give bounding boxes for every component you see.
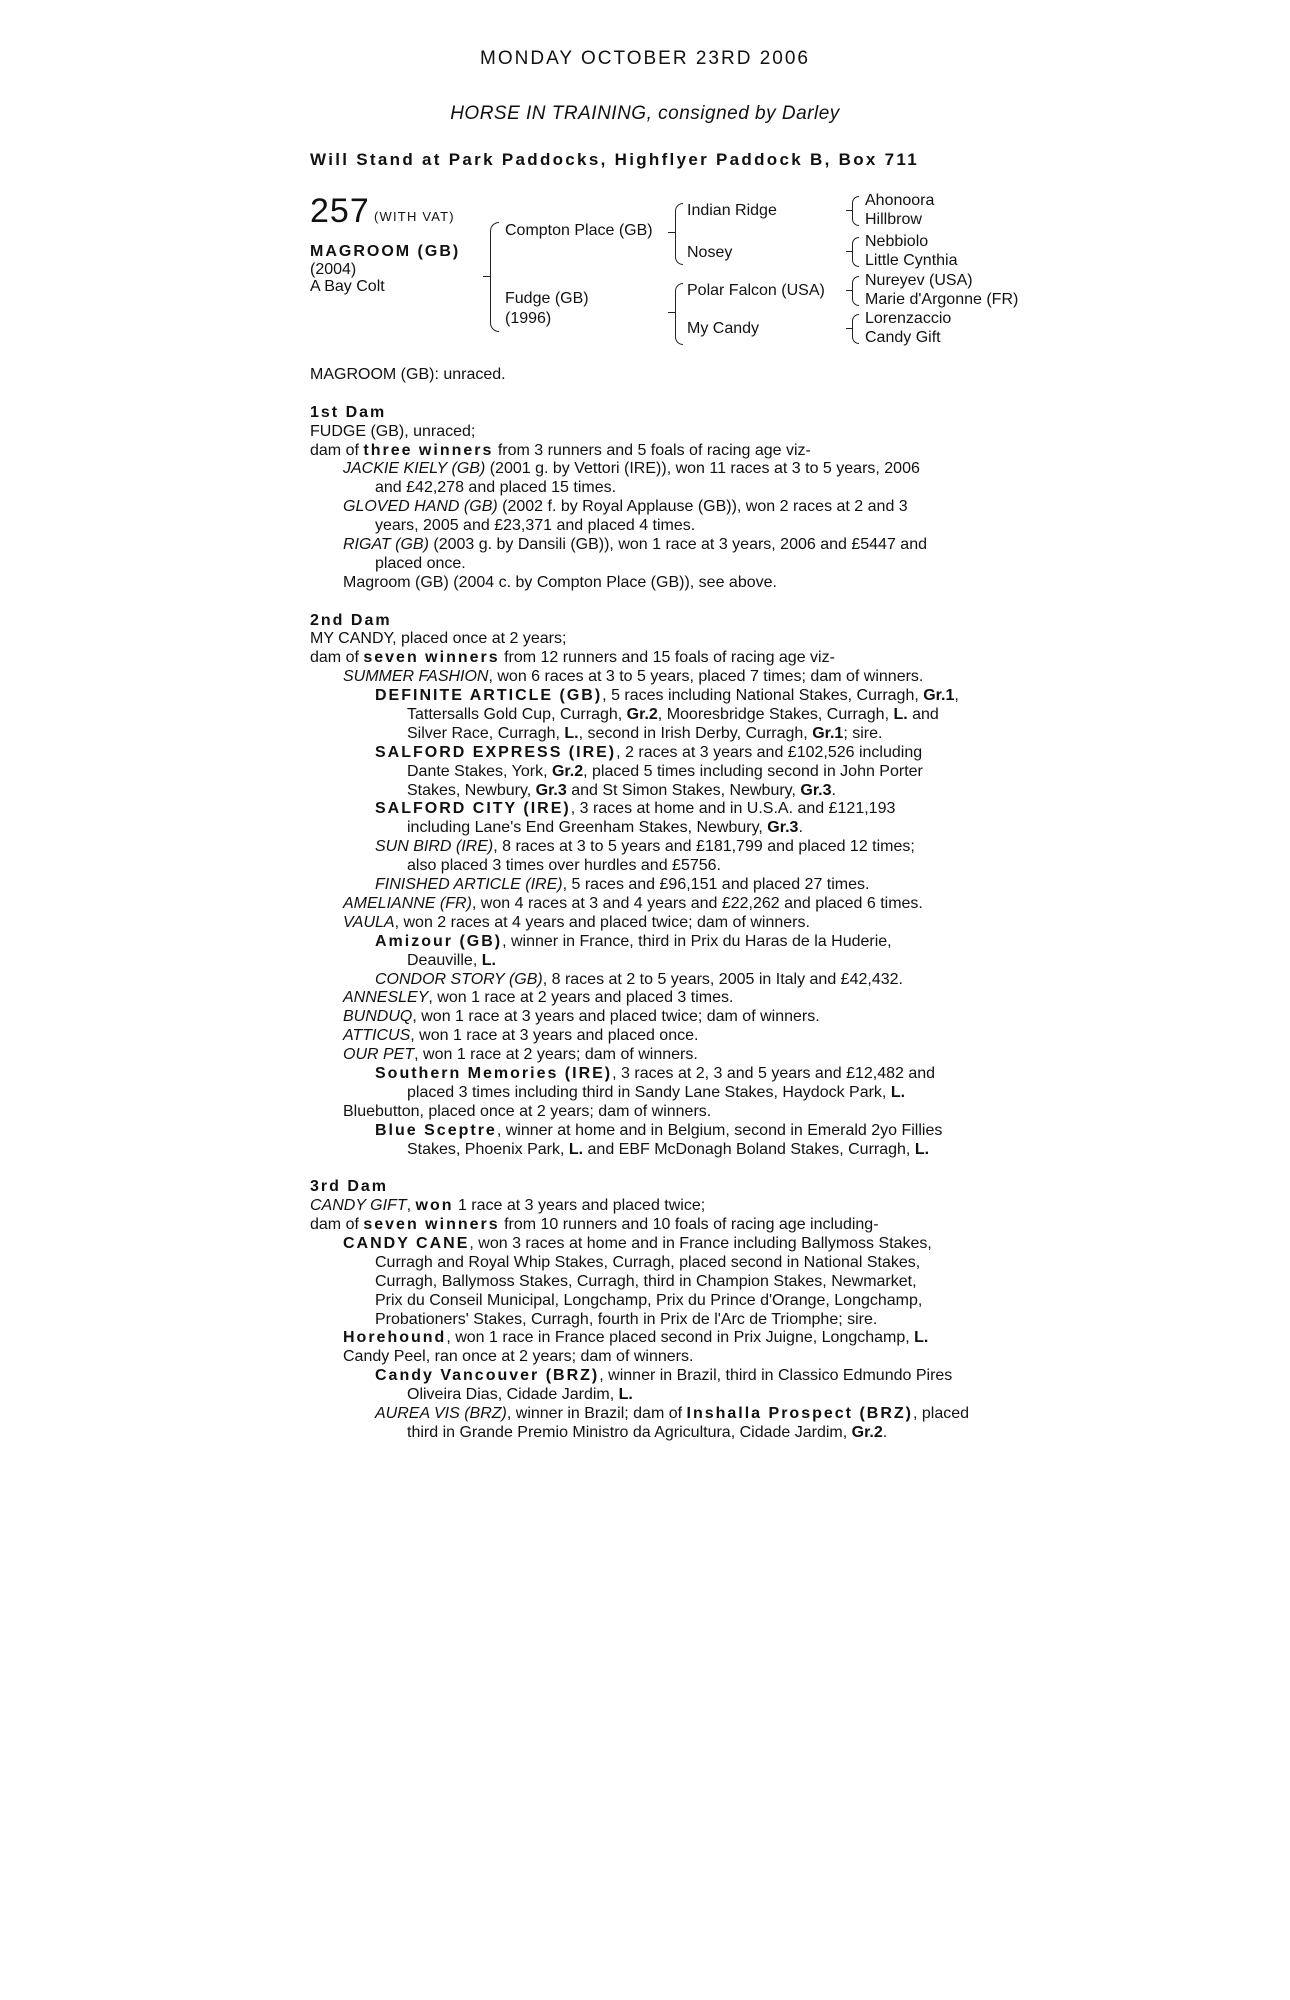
text-run: Silver Race, Curragh, (407, 724, 565, 742)
text-run: SUN BIRD (IRE) (375, 838, 494, 856)
pedigree-g5: Nureyev (USA) (865, 272, 973, 289)
progeny-line (310, 536, 990, 555)
progeny-line (310, 1084, 990, 1103)
text-run: Candy Peel, ran once at 2 years; dam of winners. (343, 1348, 694, 1366)
pedigree-brace-point (846, 328, 853, 329)
progeny-line (310, 1273, 990, 1292)
text-run: , won 3 races at home and in France including Ballymoss Stakes, (469, 1234, 932, 1252)
text-run: , 3 races at 2, 3 and 5 years and £12,482 and (612, 1064, 936, 1082)
progeny-line (310, 819, 990, 838)
text-run: , won 1 race at 3 years and placed once. (410, 1027, 699, 1045)
text-run: CONDOR STORY (GB) (375, 970, 543, 988)
pedigree-brace-point (668, 232, 675, 233)
text-run: Stakes, Phoenix Park, (407, 1140, 569, 1158)
text-run: won (415, 1197, 454, 1215)
pedigree-dam-dam: My Candy (687, 320, 760, 337)
progeny-line (310, 1027, 990, 1046)
text-run: Curragh and Royal Whip Stakes, Curragh, placed second in National Stakes, (375, 1253, 921, 1271)
section-gap (310, 385, 990, 404)
text-run: 1 race at 3 years and placed twice; (453, 1197, 706, 1215)
text-line (310, 1216, 990, 1235)
pedigree-brace-point (483, 276, 490, 277)
text-run: ANNESLEY (343, 989, 429, 1007)
pedigree-brace-point (846, 210, 853, 211)
text-run: , 5 races including National Stakes, Curragh, (602, 687, 924, 705)
progeny-line (310, 460, 990, 479)
progeny-line (310, 971, 990, 990)
text-run: FINISHED ARTICLE (IRE) (375, 876, 563, 894)
text-run: L. (893, 706, 908, 724)
pedigree-brace (675, 283, 683, 345)
text-run: from 12 runners and 15 foals of racing age viz- (499, 649, 835, 667)
text-run: SALFORD EXPRESS (IRE) (375, 743, 617, 761)
text-run: three winners (363, 441, 494, 459)
text-run: DEFINITE ARTICLE (GB) (375, 687, 603, 705)
vat-note: (WITH VAT) (374, 209, 455, 224)
text-run: Probationers' Stakes, Curragh, fourth in Prix de l'Arc de Triomphe; sire. (375, 1310, 878, 1328)
horse-description: A Bay Colt (310, 278, 385, 295)
progeny-line (310, 555, 990, 574)
text-run: SALFORD CITY (IRE) (375, 800, 571, 818)
progeny-line (310, 498, 990, 517)
progeny-line (310, 952, 990, 971)
text-run: MY CANDY, placed once at 2 years; (310, 630, 567, 648)
pedigree-dam: Fudge (GB) (505, 290, 589, 307)
progeny-line (310, 1386, 990, 1405)
progeny-line (310, 1046, 990, 1065)
text-run: Gr.3 (535, 781, 567, 799)
text-run: OUR PET (343, 1046, 415, 1064)
pedigree-g4: Little Cynthia (865, 252, 958, 269)
pedigree-brace (852, 237, 859, 267)
text-run: Curragh, Ballymoss Stakes, Curragh, third in Champion Stakes, Newmarket, (375, 1272, 917, 1290)
horse-year: (2004) (310, 261, 357, 278)
text-run: Amizour (GB) (375, 932, 503, 950)
text-run: . (882, 1423, 888, 1441)
text-run: , 3 races at home and in U.S.A. and £121,193 (570, 800, 896, 818)
text-run: AMELIANNE (FR) (343, 894, 472, 912)
progeny-line (310, 1141, 990, 1160)
text-run: RIGAT (GB) (343, 536, 429, 554)
text-run: including Lane's End Greenham Stakes, Newbury, (407, 819, 768, 837)
text-run: Stakes, Newbury, (407, 781, 536, 799)
text-run: , won 4 races at 3 and 4 years and £22,262 and placed 6 times. (471, 894, 923, 912)
text-run: (2001 g. by Vettori (IRE)), won 11 races at 3 to 5 years, 2006 (485, 460, 920, 478)
text-run: GLOVED HAND (GB) (343, 498, 498, 516)
text-run: AUREA VIS (BRZ) (375, 1404, 507, 1422)
text-run: from 3 runners and 5 foals of racing age viz- (493, 441, 811, 459)
text-run: (2002 f. by Royal Applause (GB)), won 2 races at 2 and 3 (497, 498, 908, 516)
text-run: . (798, 819, 803, 837)
text-run: MAGROOM (GB): unraced. (310, 366, 506, 383)
text-run: and St Simon Stakes, Newbury, (566, 781, 801, 799)
progeny-line (310, 517, 990, 536)
progeny-line (310, 1348, 990, 1367)
progeny-line (310, 1008, 990, 1027)
text-run: Gr.3 (767, 819, 799, 837)
text-line (310, 366, 990, 385)
text-run: Gr.1 (923, 687, 955, 705)
progeny-line (310, 895, 990, 914)
consignment-line: HORSE IN TRAINING, consigned by Darley (450, 103, 840, 124)
progeny-line (310, 1065, 990, 1084)
text-run: Horehound (343, 1329, 447, 1347)
text-run: CANDY CANE (343, 1234, 470, 1252)
text-run: from 10 runners and 10 foals of racing age including- (499, 1216, 879, 1234)
text-run: Deauville, (407, 951, 482, 969)
text-run: . (831, 781, 836, 799)
progeny-line (310, 668, 990, 687)
progeny-line (310, 800, 990, 819)
text-run: , placed 5 times including second in John Porter (583, 762, 923, 780)
text-run: , winner in France, third in Prix du Haras de la Huderie, (502, 932, 892, 950)
text-run: L. (568, 1140, 584, 1158)
progeny-line (310, 914, 990, 933)
text-run: (2003 g. by Dansili (GB)), won 1 race at 3 years, 2006 and £5447 and (428, 536, 927, 554)
text-run: L. (564, 724, 579, 742)
text-run: L. (481, 951, 496, 969)
text-run: Oliveira Dias, Cidade Jardim, (407, 1386, 619, 1404)
text-run: Gr.3 (800, 781, 832, 799)
progeny-line (310, 838, 990, 857)
sale-date: MONDAY OCTOBER 23RD 2006 (480, 48, 810, 69)
text-run: , 5 races and £96,151 and placed 27 times. (562, 876, 870, 894)
text-run: , Mooresbridge Stakes, Curragh, (657, 706, 894, 724)
text-line (310, 1178, 990, 1197)
text-run: , won 1 race at 3 years and placed twice; dam of winners. (412, 1008, 820, 1026)
text-run: Gr.2 (626, 706, 658, 724)
progeny-line (310, 989, 990, 1008)
horse-name: MAGROOM (GB) (310, 243, 461, 260)
text-run: third in Grande Premio Ministro da Agricultura, Cidade Jardim, (407, 1423, 852, 1441)
text-run: , won 6 races at 3 to 5 years, placed 7 times; dam of winners. (488, 668, 924, 686)
text-line (310, 649, 990, 668)
pedigree-brace (675, 203, 683, 265)
progeny-line (310, 1424, 990, 1443)
text-run: dam of (310, 441, 364, 459)
text-run: and £42,278 and placed 15 times. (375, 479, 617, 497)
text-run: Southern Memories (IRE) (375, 1064, 613, 1082)
text-run: , 2 races at 3 years and £102,526 including (616, 743, 923, 761)
text-run: Dante Stakes, York, (407, 762, 552, 780)
text-run: L. (890, 1083, 906, 1101)
progeny-line (310, 479, 990, 498)
text-run: and EBF McDonagh Boland Stakes, Curragh, (583, 1140, 915, 1158)
text-run: , 8 races at 2 to 5 years, 2005 in Italy and £42,432. (542, 970, 903, 988)
progeny-line (310, 574, 990, 593)
text-run: BUNDUQ (343, 1008, 413, 1026)
pedigree-g2: Hillbrow (865, 211, 922, 228)
text-run: Tattersalls Gold Cup, Curragh, (407, 706, 627, 724)
pedigree-brace (852, 276, 859, 306)
pedigree-g3: Nebbiolo (865, 233, 929, 250)
text-run: ATTICUS (343, 1027, 411, 1045)
text-run: Inshalla Prospect (BRZ) (686, 1404, 913, 1422)
text-line (310, 630, 990, 649)
pedigree-g6: Marie d'Argonne (FR) (865, 291, 1019, 308)
pedigree-notes (310, 366, 990, 1443)
progeny-line (310, 1235, 990, 1254)
text-run: L. (914, 1140, 930, 1158)
text-run: Magroom (GB) (2004 c. by Compton Place (GB)), see above. (343, 573, 777, 591)
text-run: Bluebutton, placed once at 2 years; dam of winners. (343, 1102, 712, 1120)
lot-number: 257 (310, 192, 370, 230)
section-gap (310, 593, 990, 612)
section-gap (310, 1159, 990, 1178)
text-run: placed once. (375, 554, 466, 572)
text-run: , winner in Brazil; dam of (506, 1404, 687, 1422)
progeny-line (310, 933, 990, 952)
section-heading: 2nd Dam (310, 611, 392, 629)
text-run: seven winners (363, 1216, 500, 1234)
pedigree-g1: Ahonoora (865, 192, 935, 209)
pedigree-brace-point (846, 251, 853, 252)
text-run: JACKIE KIELY (GB) (343, 460, 486, 478)
text-line (310, 612, 990, 631)
progeny-line (310, 876, 990, 895)
pedigree-brace (490, 222, 499, 332)
text-run: , 8 races at 3 to 5 years and £181,799 and placed 12 times; (493, 838, 915, 856)
text-run: Gr.2 (551, 762, 584, 780)
progeny-line (310, 782, 990, 801)
text-run: seven winners (363, 649, 500, 667)
text-run: dam of (310, 649, 364, 667)
pedigree-dam-sire: Polar Falcon (USA) (687, 282, 825, 299)
text-run: , winner in Brazil, third in Classico Edmundo Pires (599, 1367, 953, 1385)
text-run: , (406, 1197, 416, 1215)
text-run: L. (618, 1386, 633, 1404)
progeny-line (310, 1329, 990, 1348)
text-run: Gr.2 (851, 1423, 883, 1441)
text-run: Prix du Conseil Municipal, Longchamp, Prix du Prince d'Orange, Longchamp, (375, 1291, 923, 1309)
text-run: ; sire. (843, 724, 883, 742)
pedigree-sire-sire: Indian Ridge (687, 202, 777, 219)
text-run: Candy Vancouver (BRZ) (375, 1367, 600, 1385)
text-run: SUMMER FASHION (343, 668, 489, 686)
section-heading: 3rd Dam (310, 1178, 389, 1196)
pedigree-g8: Candy Gift (865, 329, 941, 346)
pedigree-g7: Lorenzaccio (865, 310, 952, 327)
progeny-line (310, 857, 990, 876)
pedigree-dam-year: (1996) (505, 310, 552, 327)
progeny-line (310, 706, 990, 725)
text-run: Blue Sceptre (375, 1121, 497, 1139)
progeny-line (310, 763, 990, 782)
text-run: Gr.1 (812, 724, 844, 742)
text-run: also placed 3 times over hurdles and £5756. (407, 857, 721, 875)
text-run: , second in Irish Derby, Curragh, (578, 724, 813, 742)
pedigree-brace (852, 196, 859, 226)
text-run: L. (914, 1329, 929, 1347)
pedigree-brace (852, 314, 859, 344)
text-run: CANDY GIFT (310, 1197, 407, 1215)
text-run: dam of (310, 1216, 364, 1234)
text-line (310, 423, 990, 442)
progeny-line (310, 1405, 990, 1424)
progeny-line (310, 1254, 990, 1273)
text-run: , (954, 687, 959, 705)
text-run: FUDGE (GB), unraced; (310, 422, 476, 440)
progeny-line (310, 1311, 990, 1330)
section-heading: 1st Dam (310, 403, 387, 421)
pedigree-brace-point (668, 312, 675, 313)
text-run: and (907, 706, 939, 724)
text-line (310, 442, 990, 461)
progeny-line (310, 1367, 990, 1386)
text-run: , won 1 race at 2 years and placed 3 times. (428, 989, 734, 1007)
text-run: , placed (912, 1404, 970, 1422)
progeny-line (310, 725, 990, 744)
progeny-line (310, 1122, 990, 1141)
text-run: , won 1 race at 2 years; dam of winners. (414, 1046, 698, 1064)
progeny-line (310, 1292, 990, 1311)
pedigree-sire-dam: Nosey (687, 244, 733, 261)
stand-location: Will Stand at Park Paddocks, Highflyer Paddock B, Box 711 (310, 150, 919, 169)
progeny-line (310, 687, 990, 706)
text-run: years, 2005 and £23,371 and placed 4 times. (375, 517, 696, 535)
text-run: , won 2 races at 4 years and placed twice; dam of winners. (394, 913, 810, 931)
text-line (310, 1197, 990, 1216)
progeny-line (310, 744, 990, 763)
text-run: , winner at home and in Belgium, second in Emerald 2yo Fillies (496, 1121, 943, 1139)
text-run: , won 1 race in France placed second in Prix Juigne, Longchamp, (446, 1329, 915, 1347)
progeny-line (310, 1103, 990, 1122)
pedigree-brace-point (846, 290, 853, 291)
pedigree-sire: Compton Place (GB) (505, 222, 653, 239)
text-line (310, 404, 990, 423)
text-run: placed 3 times including third in Sandy Lane Stakes, Haydock Park, (407, 1083, 891, 1101)
text-run: VAULA (343, 913, 395, 931)
